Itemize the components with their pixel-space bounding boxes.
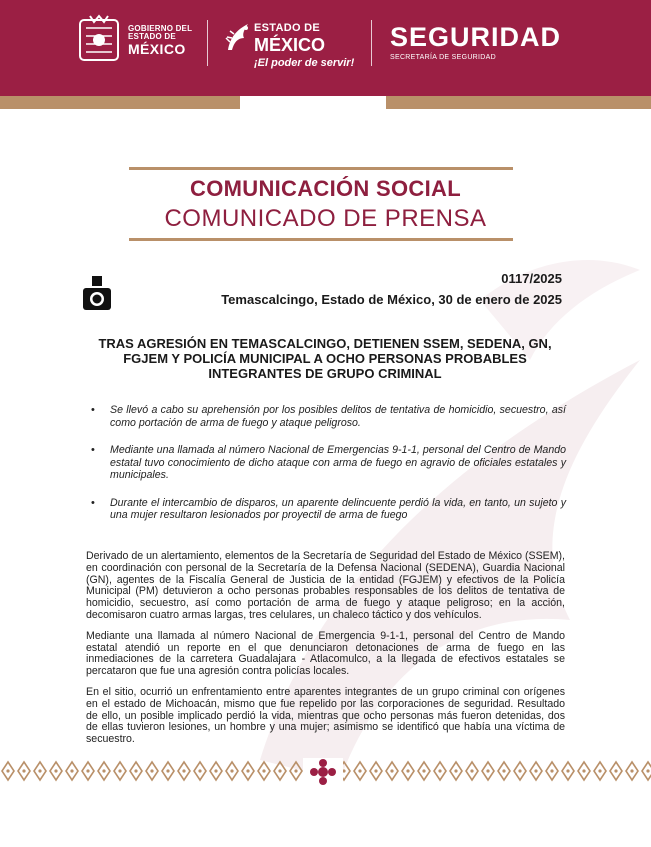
document-type-title: COMUNICADO DE PRENSA [164,205,487,232]
summary-bullets [110,404,566,522]
estado-logo-text [254,22,354,69]
title-rule-top [129,167,513,170]
gold-band-left [0,96,240,109]
bullet-item: • Durante el intercambio de disparos, un aparente delincuente perdió la vida, en tanto, un sujeto y una mujer resultaron lesionados por proyectil de arma de fuego [110,497,566,522]
bullet-item: • Mediante una llamada al número Nacional de Emergencias 9-1-1, personal del Centro de Mando estatal tuvo conocimiento de dicho ataque con arma de fuego en agravio de oficiales estatales y municipales. [110,444,566,482]
title-rule-bottom [129,238,513,241]
gobierno-logo-text [128,25,192,56]
secretaria-label: SECRETARÍA DE SEGURIDAD [390,54,496,61]
bullet-item: • Se llevó a cabo su aprehensión por los posibles delitos de tentativa de homicidio, secuestro, así como portación de arma de fuego y ataque peligroso. [110,404,566,429]
coat-of-arms-icon [76,14,122,66]
gold-band-right [386,96,651,109]
divider [371,20,372,66]
slogan: ¡El poder de servir! [254,57,355,69]
body-text [86,551,565,746]
mexico-script-label: MÉXICO [254,35,326,55]
seguridad-logo [390,24,561,61]
bird-icon [224,20,254,54]
body-paragraph: Derivado de un alertamiento, elementos de la Secretaría de Seguridad del Estado de México (SSEM), en coordinación con personal de la Secretaría de la Defensa Nacional (SEDENA), Guardia Nacional (GN), agentes de la Fiscalía General de Justicia de la entidad (FGJEM) y efectivos de la Policía Municipal (PM) detuvieron a ocho personas probables responsables de los delitos de tentativa de homicidio, secuestro, así como portación de arma de fuego y ataque peligroso; en la acción, decomisaron cuatro armas largas, tres celulares, un chaleco táctico y dos vehículos. [86,550,565,621]
estado-label: ESTADO DE [128,32,176,41]
gobierno-label: GOBIERNO DEL [128,24,193,33]
divider [207,20,208,66]
camera-icon [82,276,112,312]
section-title: COMUNICACIÓN SOCIAL [190,176,461,201]
press-release-number: 0117/2025 [501,271,562,286]
seguridad-label: SEGURIDAD [390,22,562,52]
header-bar [0,0,651,96]
body-paragraph: Mediante una llamada al número Nacional de Emergencia 9-1-1, personal del Centro de Mando estatal atendió un reporte en el que denunciaron detonaciones de arma de fuego en las inmediaciones de la carretera Guadalajara - Atlacomulco, a la llegada de efectivos estatales se percataron que fue una agresión contra policías locales. [86,629,565,678]
mexico-label: MÉXICO [128,41,186,57]
headline: TRAS AGRESIÓN EN TEMASCALCINGO, DETIENEN SSEM, SEDENA, GN, FGJEM Y POLICÍA MUNICIPAL A OCHO PERSONAS PROBABLES INTEGRANTES DE GRUPO CRIMINAL [98,336,552,381]
body-paragraph: En el sitio, ocurrió un enfrentamiento entre aparentes integrantes de un grupo criminal con orígenes en el estado de Michoacán, mismo que fue repelido por las corporaciones de seguridad. Resultado de ello, un posible implicado perdió la vida, mientras que ocho personas más fueron detenidas, dos de ellas tuvieron lesiones, un hombre y una mujer; asimismo se identificó que había una víctima de secuestro. [86,685,565,746]
decorative-border [0,756,651,786]
place-date: Temascalcingo, Estado de México, 30 de enero de 2025 [221,292,562,307]
estado-de-label: ESTADO DE [254,22,321,34]
